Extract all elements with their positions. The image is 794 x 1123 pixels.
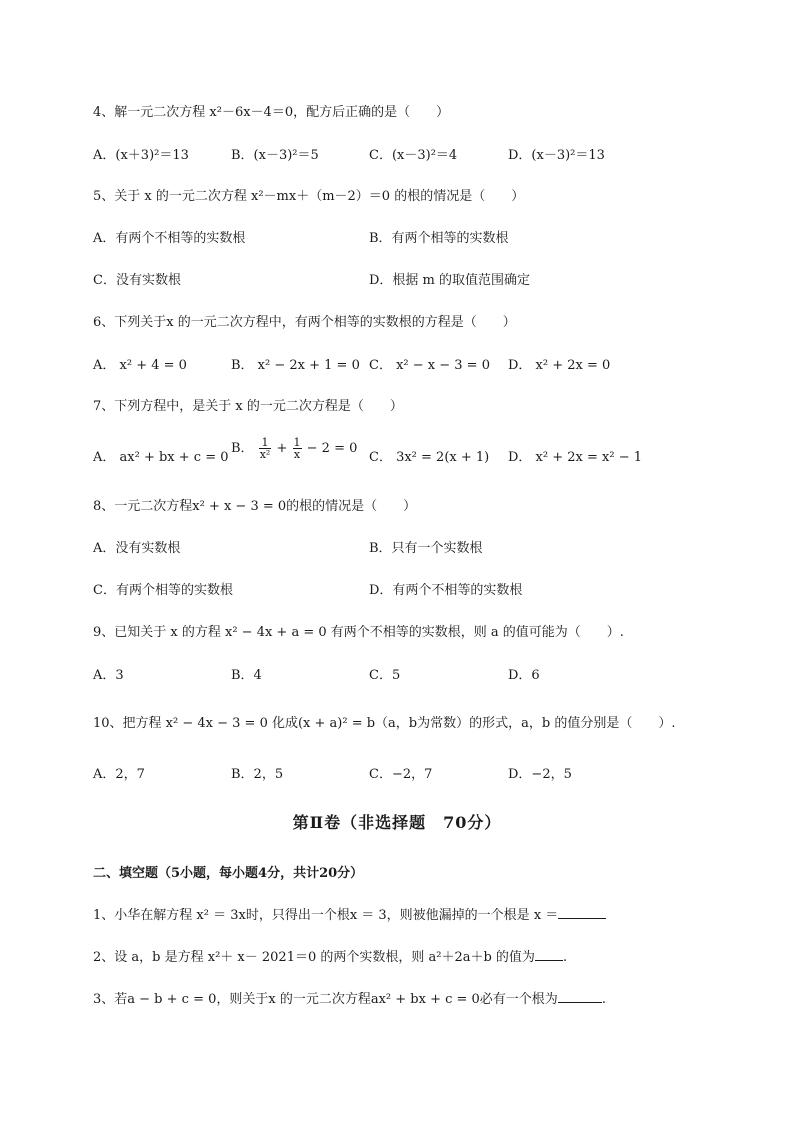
question-4-stem: 4、解一元二次方程 x²－6x－4＝0，配方后正确的是（ ） xyxy=(93,105,450,120)
answer-blank[interactable] xyxy=(558,906,606,919)
question-5-stem: 5、关于 x 的一元二次方程 x²－mx＋（m－2）＝0 的根的情况是（ ） xyxy=(93,189,525,204)
q9-option-b: B．4 xyxy=(231,668,262,683)
q6-option-a: A． x² + 4 = 0 xyxy=(93,358,187,373)
fill-question-3-end: . xyxy=(601,992,606,1007)
fill-question-2-text: 2、设 a，b 是方程 x²＋ x－ 2021＝0 的两个实数根，则 a²＋2a＋b 的值为 xyxy=(93,950,535,965)
answer-blank[interactable] xyxy=(558,990,602,1003)
q9-option-a: A．3 xyxy=(93,668,124,683)
fraction-denominator: x² xyxy=(259,448,271,461)
q10-option-a: A．2，7 xyxy=(93,767,145,782)
q5-option-b: B．有两个相等的实数根 xyxy=(369,231,509,246)
q8-option-d: D．有两个不相等的实数根 xyxy=(369,583,523,598)
q10-option-b: B．2，5 xyxy=(231,767,284,782)
q5-option-a: A．有两个不相等的实数根 xyxy=(93,231,246,246)
answer-blank[interactable] xyxy=(535,948,563,961)
question-9-stem: 9、已知关于 x 的方程 x² − 4x + a = 0 有两个不相等的实数根，则 a 的值可能为（ ）. xyxy=(93,625,624,640)
q7-option-b-prefix: B． xyxy=(231,441,254,456)
q8-option-c: C．有两个相等的实数根 xyxy=(93,583,233,598)
q4-option-d: D．(x－3)²＝13 xyxy=(508,148,605,163)
q6-option-d: D． x² + 2x = 0 xyxy=(508,358,611,373)
q10-option-d: D．−2，5 xyxy=(508,767,572,782)
fill-question-3-text: 3、若a − b + c = 0，则关于x 的一元二次方程ax² + bx + c = 0必有一个根为 xyxy=(93,992,558,1007)
part-2-title: 第Ⅱ卷（非选择题 70分） xyxy=(292,813,502,832)
fraction-numerator: 1 xyxy=(293,436,301,449)
q7-option-d: D． x² + 2x = x² − 1 xyxy=(508,450,642,465)
fill-question-1-text: 1、小华在解方程 x² ＝ 3x时，只得出一个根x ＝ 3，则被他漏掉的一个根是 x ＝ xyxy=(93,908,559,923)
fraction-numerator: 1 xyxy=(259,437,272,449)
fraction xyxy=(259,437,272,460)
fraction-denominator: x xyxy=(293,448,301,461)
q7-option-a: A． ax² + bx + c = 0 xyxy=(93,450,229,465)
plus-sign: + xyxy=(276,441,288,456)
q9-option-d: D．6 xyxy=(508,668,540,683)
q4-option-a: A．(x＋3)²＝13 xyxy=(93,148,189,163)
question-10-stem: 10、把方程 x² − 4x − 3 = 0 化成(x + a)² = b（a，b为常数）的形式，a，b 的值分别是（ ）. xyxy=(93,716,676,731)
q7-option-b-suffix: − 2 = 0 xyxy=(306,441,358,456)
q7-option-c: C． 3x² = 2(x + 1) xyxy=(369,450,490,465)
q9-option-c: C．5 xyxy=(369,668,401,683)
q5-option-d: D．根据 m 的取值范围确定 xyxy=(369,273,531,288)
q5-option-c: C．没有实数根 xyxy=(93,273,181,288)
q6-option-c: C． x² − x − 3 = 0 xyxy=(369,358,490,373)
question-7-stem: 7、下列方程中，是关于 x 的一元二次方程是（ ） xyxy=(93,399,403,414)
section-2-heading: 二、填空题（5小题，每小题4分，共计20分） xyxy=(93,866,364,881)
fill-question-2-end: . xyxy=(562,950,568,965)
q4-option-b: B．(x－3)²＝5 xyxy=(231,148,319,163)
fill-question-3 xyxy=(93,988,606,1007)
q8-option-b: B．只有一个实数根 xyxy=(369,541,483,556)
fill-question-2 xyxy=(93,946,567,965)
q10-option-c: C．−2，7 xyxy=(369,767,433,782)
fraction xyxy=(293,437,302,460)
question-8-stem: 8、一元二次方程x² + x − 3 = 0的根的情况是（ ） xyxy=(93,499,417,514)
q8-option-a: A．没有实数根 xyxy=(93,541,181,556)
q6-option-b: B． x² − 2x + 1 = 0 xyxy=(231,358,360,373)
q7-option-b xyxy=(231,437,357,460)
q4-option-c: C．(x－3)²＝4 xyxy=(369,148,458,163)
question-6-stem: 6、下列关于x 的一元二次方程中，有两个相等的实数根的方程是（ ） xyxy=(93,315,516,330)
fill-question-1 xyxy=(93,904,606,923)
